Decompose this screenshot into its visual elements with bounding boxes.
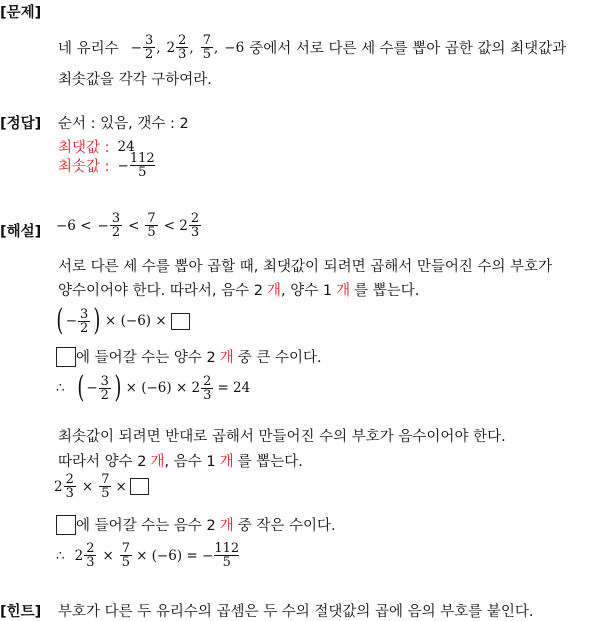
problem-tag: [문제] bbox=[0, 5, 42, 21]
problem-line2: 최솟값을 각각 구하여라. bbox=[58, 72, 212, 88]
solution-para1-line2: 양수이어야 한다. 따라서, 음수 2 개, 양수 1 개 를 뽑는다. bbox=[58, 283, 420, 299]
hint-text: 부호가 다른 두 유리수의 곱셈은 두 수의 절댓값의 곱에 음의 부호를 붙인다. bbox=[58, 604, 534, 620]
min-label: 최솟값 : bbox=[58, 159, 110, 175]
max-value: 24 bbox=[117, 138, 135, 155]
blank-box-1b bbox=[56, 347, 76, 367]
expression-2: 2 $\frac{2}{3}$ × $\frac{7}{5}$ × bbox=[54, 473, 149, 500]
min-sign: − bbox=[117, 157, 129, 174]
problem-lead: 네 유리수 bbox=[58, 41, 119, 57]
answer-tag: [정답] bbox=[0, 116, 42, 132]
number-1-sign: − bbox=[130, 39, 142, 56]
therefore-1: ∴ ( − $\frac{3}{2}$ ) × (−6) × 2 $\frac{2}{3}$ = 24 bbox=[56, 370, 251, 405]
max-label: 최댓값 : bbox=[58, 140, 110, 156]
blank-box-2b bbox=[56, 515, 76, 535]
blank-box-2 bbox=[130, 478, 149, 495]
blank-box-1 bbox=[171, 313, 190, 330]
number-4: −6 bbox=[224, 39, 245, 56]
solution-para1-line1: 서로 다른 세 수를 뽑아 곱할 때, 최댓값이 되려면 곱해서 만들어진 수의 부호가 bbox=[58, 259, 553, 275]
solution-tag: [해설] bbox=[0, 224, 42, 240]
inequality: −6 < − $\frac{3}{2}$ < $\frac{7}{5}$ < 2 $\frac{2}{3}$ bbox=[56, 211, 200, 240]
number-2-whole: 2 bbox=[166, 39, 176, 56]
box-line-2: 에 들어갈 수는 음수 2 개 중 작은 수이다. bbox=[56, 514, 336, 535]
solution-para2-line1: 최솟값이 되려면 반대로 곱해서 만들어진 수의 부호가 음수이어야 한다. bbox=[58, 429, 506, 445]
problem-line1-tail: 중에서 서로 다른 세 수를 뽑아 곱한 값의 최댓값과 bbox=[249, 41, 567, 57]
hint-tag: [힌트] bbox=[0, 604, 42, 620]
problem-line1: 네 유리수 − $\frac{3}{2}$ , 2 $\frac{2}{3}$ , $\frac{7}{5}$ , −6 중에서 서로 다른 세 수를 뽑아 곱한 값의 최댓값과 bbox=[58, 33, 567, 62]
answer-min bbox=[58, 152, 156, 179]
min-fraction: $\frac{112}{5}$ bbox=[129, 151, 155, 180]
box-line-1: 에 들어갈 수는 양수 2 개 중 큰 수이다. bbox=[56, 346, 322, 367]
number-3-fraction: $\frac{7}{5}$ bbox=[202, 33, 211, 62]
answer-line1: 순서 : 있음, 갯수 : 2 bbox=[58, 116, 189, 132]
number-1-fraction: $\frac{3}{2}$ bbox=[144, 33, 154, 62]
number-2-fraction: $\frac{2}{3}$ bbox=[178, 33, 187, 62]
therefore-2: ∴ 2 $\frac{2}{3}$ × $\frac{7}{5}$ × (−6) = − $\frac{112}{5}$ bbox=[56, 541, 240, 570]
solution-para2-line2: 따라서 양수 2 개, 음수 1 개 를 뽑는다. bbox=[58, 454, 303, 470]
expression-1: ( − $\frac{3}{2}$ ) × (−6) × bbox=[54, 306, 190, 336]
